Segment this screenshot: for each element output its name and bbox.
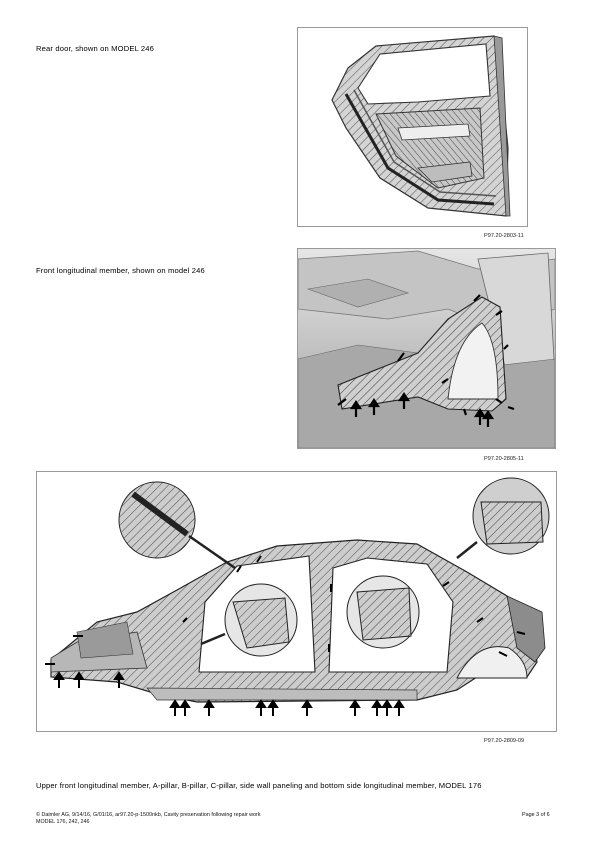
front-member-figure — [297, 248, 556, 449]
side-body-caption: Upper front longitudinal member, A-pillar, B-pillar, C-pillar, side wall paneling and bottom side longitudinal member, MODEL 176 — [36, 781, 482, 790]
footer-page-number: Page 3 of 6 — [522, 812, 550, 818]
footer-models: MODEL 176, 242, 246 — [36, 819, 90, 825]
front-member-illustration — [298, 249, 555, 448]
rear-door-illustration — [298, 28, 527, 226]
side-body-figure — [36, 471, 557, 732]
side-body-illustration — [37, 472, 556, 731]
front-member-figure-ref: P97.20-2805-11 — [484, 456, 524, 462]
footer-copyright: © Daimler AG, 9/14/16, G/01/16, ar97.20-p-1500nkb, Cavity preservation following repair work — [36, 812, 261, 818]
rear-door-caption: Rear door, shown on MODEL 246 — [36, 44, 155, 53]
side-body-figure-ref: P97.20-2809-09 — [484, 738, 525, 744]
rear-door-figure — [297, 27, 528, 227]
front-member-caption: Front longitudinal member, shown on model 246 — [36, 266, 205, 275]
rear-door-figure-ref: P97.20-2803-11 — [484, 233, 524, 239]
